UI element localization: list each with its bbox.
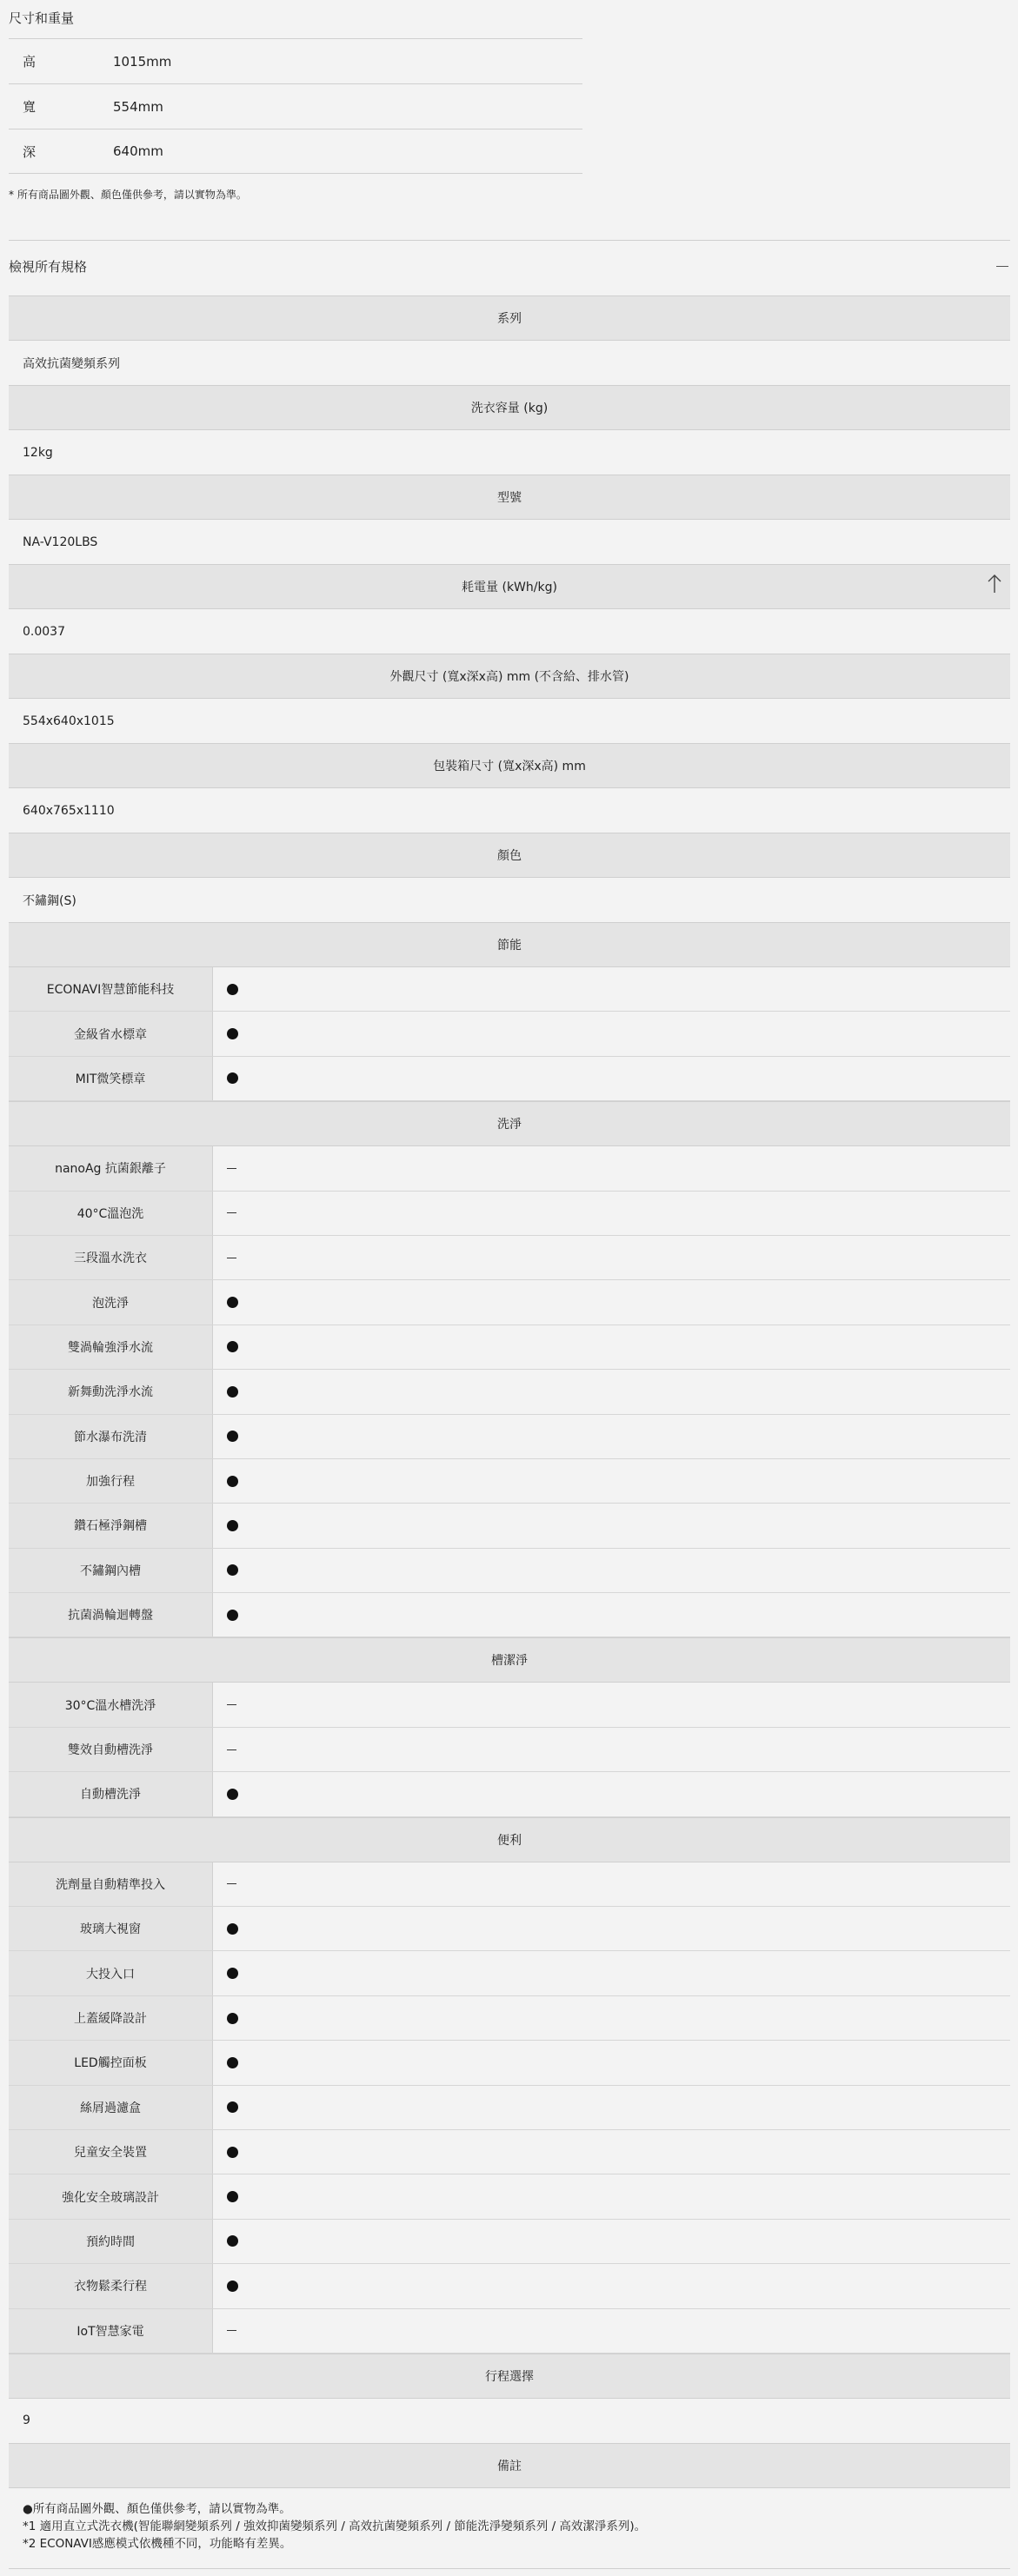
feature-label: nanoAg 抗菌銀離子 — [9, 1146, 213, 1190]
divider — [9, 240, 1010, 241]
feature-value — [213, 1236, 1010, 1279]
feature-row — [9, 1146, 1010, 1191]
note-line: ●所有商品圖外觀、顏色僅供參考，請以實物為準。 — [23, 2501, 291, 2516]
dimensions-title: 尺寸和重量 — [9, 10, 75, 26]
feature-row — [9, 1236, 1010, 1280]
feature-value — [213, 2130, 1010, 2174]
feature-label: 絲屑過濾盒 — [9, 2086, 213, 2129]
supported-dot-icon — [227, 1923, 238, 1935]
feature-value — [213, 1012, 1010, 1055]
supported-dot-icon — [227, 2191, 238, 2202]
supported-dot-icon — [227, 1520, 238, 1531]
section-header: 便利 — [9, 1817, 1010, 1862]
note-line: *1 適用直立式洗衣機(智能聯網變頻系列 / 強效抑菌變頻系列 / 高效抗菌變頻系列 / 節能洗淨變頻系列 / 高效潔淨系列)。 — [23, 2519, 647, 2533]
back-to-top-icon[interactable] — [986, 574, 1003, 594]
supported-dot-icon — [227, 1386, 238, 1398]
feature-label: IoT智慧家電 — [9, 2309, 213, 2353]
feature-row — [9, 1862, 1010, 1907]
section-value: NA-V120LBS — [23, 534, 98, 549]
dimension-label: 深 — [23, 143, 37, 160]
feature-label: 節水瀑布洗清 — [9, 1415, 213, 1458]
dimension-label: 高 — [23, 54, 37, 70]
unsupported-dash-icon — [227, 1883, 236, 1884]
feature-row — [9, 1370, 1010, 1414]
section-header: 節能 — [9, 922, 1010, 967]
feature-value — [213, 1996, 1010, 2040]
feature-row — [9, 1504, 1010, 1548]
unsupported-dash-icon — [227, 2330, 236, 2331]
feature-row — [9, 1012, 1010, 1056]
section-header: 系列 — [9, 295, 1010, 341]
supported-dot-icon — [227, 2101, 238, 2113]
dimension-value: 554mm — [113, 98, 163, 115]
feature-value — [213, 2220, 1010, 2263]
feature-value — [213, 967, 1010, 1011]
feature-row — [9, 967, 1010, 1012]
feature-label: 雙渦輪強淨水流 — [9, 1325, 213, 1369]
dimensions-note: * 所有商品圖外觀、顏色僅供參考，請以實物為準。 — [9, 189, 247, 201]
note-line: *2 ECONAVI感應模式依機種不同，功能略有差異。 — [23, 2536, 292, 2551]
feature-label: 新舞動洗淨水流 — [9, 1370, 213, 1413]
feature-value — [213, 1057, 1010, 1100]
section-header: 外觀尺寸 (寬x深x高) mm (不含給、排水管) — [9, 654, 1010, 699]
feature-value — [213, 1459, 1010, 1503]
supported-dot-icon — [227, 2013, 238, 2024]
feature-row — [9, 2220, 1010, 2264]
feature-row — [9, 1325, 1010, 1370]
feature-row — [9, 1951, 1010, 1995]
dimension-row — [9, 83, 582, 129]
dimensions-table — [9, 38, 582, 174]
feature-row — [9, 1459, 1010, 1504]
feature-label: 上蓋緩降設計 — [9, 1996, 213, 2040]
feature-row — [9, 1549, 1010, 1593]
feature-label: 40°C溫泡洗 — [9, 1192, 213, 1235]
feature-label: 泡洗淨 — [9, 1280, 213, 1324]
unsupported-dash-icon — [227, 1704, 236, 1705]
section-header: 備註 — [9, 2443, 1010, 2488]
feature-value — [213, 2041, 1010, 2084]
supported-dot-icon — [227, 1564, 238, 1576]
feature-row — [9, 1192, 1010, 1236]
feature-label: LED觸控面板 — [9, 2041, 213, 2084]
feature-row — [9, 2174, 1010, 2219]
section-value: 9 — [23, 2413, 30, 2428]
feature-label: 金級省水標章 — [9, 1012, 213, 1055]
supported-dot-icon — [227, 1028, 238, 1039]
notes-block — [9, 2488, 1010, 2565]
feature-value — [213, 1728, 1010, 1771]
section-value: 高效抗菌變頻系列 — [23, 356, 120, 371]
supported-dot-icon — [227, 1341, 238, 1352]
supported-dot-icon — [227, 2147, 238, 2158]
feature-value — [213, 1772, 1010, 1816]
supported-dot-icon — [227, 2235, 238, 2247]
feature-label: 玻璃大視窗 — [9, 1907, 213, 1950]
feature-value — [213, 1325, 1010, 1369]
section-value: 不鏽鋼(S) — [23, 893, 77, 908]
feature-label: 強化安全玻璃設計 — [9, 2174, 213, 2218]
feature-label: 衣物鬆柔行程 — [9, 2264, 213, 2307]
feature-label: 三段溫水洗衣 — [9, 1236, 213, 1279]
supported-dot-icon — [227, 2281, 238, 2292]
supported-dot-icon — [227, 1789, 238, 1800]
supported-dot-icon — [227, 984, 238, 995]
feature-label: 兒童安全裝置 — [9, 2130, 213, 2174]
feature-row — [9, 1593, 1010, 1637]
feature-label: MIT微笑標章 — [9, 1057, 213, 1100]
section-value: 12kg — [23, 445, 53, 460]
feature-value — [213, 2086, 1010, 2129]
feature-label: 30°C溫水槽洗淨 — [9, 1683, 213, 1726]
feature-value — [213, 1549, 1010, 1592]
section-header: 型號 — [9, 475, 1010, 520]
dimension-row — [9, 38, 582, 83]
dimension-label: 寬 — [23, 99, 37, 115]
supported-dot-icon — [227, 1476, 238, 1487]
dimension-row — [9, 129, 582, 174]
feature-label: 大投入口 — [9, 1951, 213, 1995]
unsupported-dash-icon — [227, 1168, 236, 1169]
feature-value — [213, 1146, 1010, 1190]
supported-dot-icon — [227, 1610, 238, 1621]
feature-label: 不鏽鋼內槽 — [9, 1549, 213, 1592]
feature-value — [213, 1280, 1010, 1324]
supported-dot-icon — [227, 1297, 238, 1308]
feature-row — [9, 1772, 1010, 1816]
feature-value — [213, 1951, 1010, 1995]
feature-value — [213, 2309, 1010, 2353]
feature-row — [9, 1996, 1010, 2041]
dimension-value: 1015mm — [113, 53, 172, 70]
supported-dot-icon — [227, 1431, 238, 1442]
feature-row — [9, 1728, 1010, 1772]
feature-label: 加強行程 — [9, 1459, 213, 1503]
section-header: 行程選擇 — [9, 2354, 1010, 2399]
feature-value — [213, 1504, 1010, 1547]
dimension-value: 640mm — [113, 143, 163, 159]
feature-label: 預約時間 — [9, 2220, 213, 2263]
feature-row — [9, 1415, 1010, 1459]
view-all-specs-toggle[interactable] — [9, 257, 1010, 276]
feature-value — [213, 1415, 1010, 1458]
feature-label: 鑽石極淨鋼槽 — [9, 1504, 213, 1547]
feature-row — [9, 1057, 1010, 1101]
feature-value — [213, 1593, 1010, 1637]
feature-row — [9, 2264, 1010, 2308]
supported-dot-icon — [227, 2057, 238, 2068]
unsupported-dash-icon — [227, 1749, 236, 1750]
feature-row — [9, 1683, 1010, 1727]
section-value: 640x765x1110 — [23, 803, 115, 818]
view-all-specs-label: 檢視所有規格 — [9, 259, 88, 275]
section-header: 耗電量 (kWh/kg) — [9, 564, 1010, 609]
section-header: 洗淨 — [9, 1101, 1010, 1146]
feature-label: ECONAVI智慧節能科技 — [9, 967, 213, 1011]
feature-value — [213, 1862, 1010, 1906]
section-value: 554x640x1015 — [23, 714, 115, 728]
feature-row — [9, 1907, 1010, 1951]
feature-value — [213, 2174, 1010, 2218]
section-header: 顏色 — [9, 833, 1010, 878]
feature-label: 雙效自動槽洗淨 — [9, 1728, 213, 1771]
feature-row — [9, 2309, 1010, 2354]
feature-row — [9, 2130, 1010, 2174]
feature-value — [213, 1192, 1010, 1235]
collapse-icon[interactable] — [996, 266, 1008, 267]
feature-value — [213, 1683, 1010, 1726]
feature-label: 抗菌渦輪迴轉盤 — [9, 1593, 213, 1637]
spec-table — [9, 295, 1010, 2569]
feature-row — [9, 2086, 1010, 2130]
section-header: 槽潔淨 — [9, 1637, 1010, 1683]
section-header: 洗衣容量 (kg) — [9, 385, 1010, 430]
section-header: 包裝箱尺寸 (寬x深x高) mm — [9, 743, 1010, 788]
feature-label: 洗劑量自動精準投入 — [9, 1862, 213, 1906]
feature-row — [9, 2041, 1010, 2085]
divider — [9, 2568, 1010, 2569]
feature-value — [213, 1907, 1010, 1950]
feature-label: 自動槽洗淨 — [9, 1772, 213, 1816]
unsupported-dash-icon — [227, 1212, 236, 1213]
feature-value — [213, 1370, 1010, 1413]
section-value: 0.0037 — [23, 624, 65, 639]
feature-row — [9, 1280, 1010, 1325]
feature-value — [213, 2264, 1010, 2307]
supported-dot-icon — [227, 1072, 238, 1084]
supported-dot-icon — [227, 1968, 238, 1979]
